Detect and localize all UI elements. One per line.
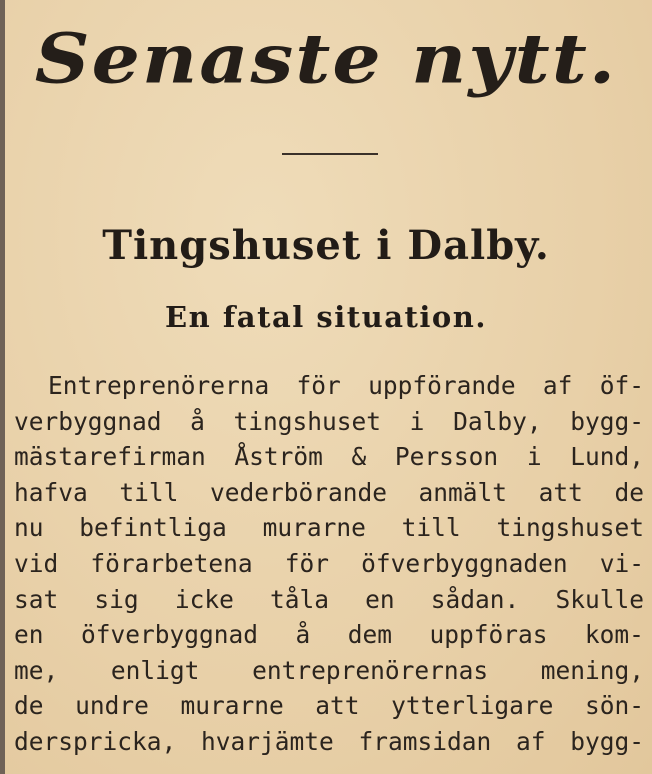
article-body [14, 368, 644, 760]
body-line: de undre murarne att ytterligare sön- [14, 691, 644, 721]
masthead-title: Senaste nytt. [34, 18, 618, 99]
article-subheadline: En fatal situation. [165, 300, 487, 334]
body-line: vid förarbetena för öfverbyggnaden vi- [14, 548, 644, 578]
body-line: nu befintliga murarne till tingshuset [14, 513, 644, 543]
body-line: mästarefirman Åström & Persson i Lund, [14, 442, 644, 472]
section-divider [282, 153, 378, 155]
body-line: Entreprenörerna för uppförande af öf- [48, 371, 644, 400]
body-line: derspricka, hvarjämte framsidan af bygg- [14, 726, 644, 756]
column-border [0, 0, 5, 774]
body-line: hafva till vederbörande anmält att de [14, 477, 644, 507]
article-headline: Tingshuset i Dalby. [102, 222, 550, 269]
body-line: verbyggnad å tingshuset i Dalby, bygg- [14, 406, 644, 436]
body-line: me, enligt entreprenörernas mening, [14, 655, 644, 685]
body-line: en öfverbyggnad å dem uppföras kom- [14, 620, 644, 650]
body-line: sat sig icke tåla en sådan. Skulle [14, 584, 644, 614]
